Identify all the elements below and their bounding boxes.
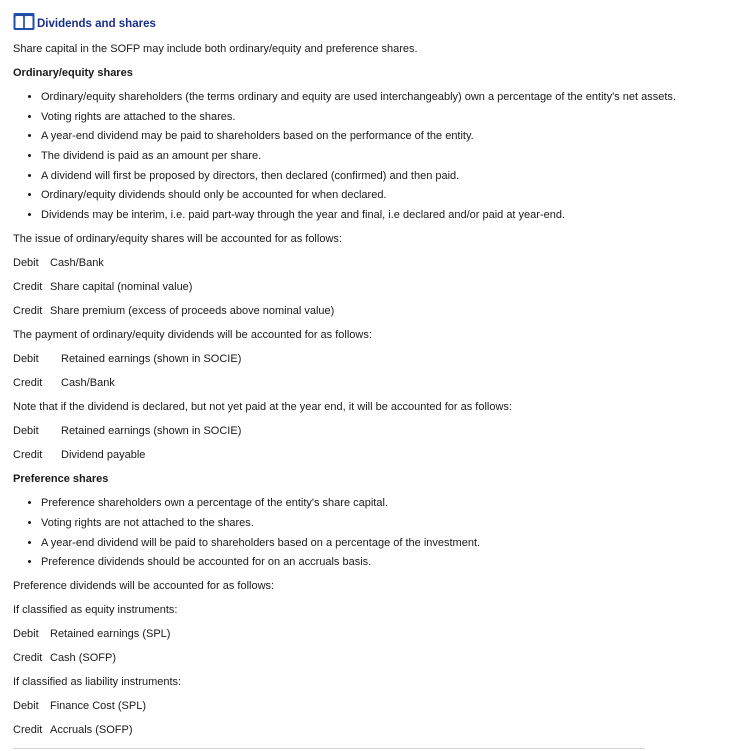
preference-accounting-intro: Preference dividends will be accounted for as follows:: [13, 580, 275, 593]
entry-type: Debit: [13, 700, 39, 713]
entry-account: Cash/Bank: [61, 377, 115, 390]
entry-type: Debit: [13, 353, 39, 366]
entry-account: Share capital (nominal value): [50, 281, 193, 294]
entry-account: Cash (SOFP): [50, 652, 117, 665]
list-item: • A year-end dividend will be paid to shareholders based on a percentage of the investment.: [41, 536, 743, 550]
journal-entry: [13, 723, 743, 737]
declared-intro: Note that if the dividend is declared, but not yet paid at the year end, it will be accounted for as follows:: [13, 401, 512, 414]
page-title: Dividends and shares: [37, 18, 156, 30]
journal-entry: [13, 280, 743, 294]
journal-entry: [13, 448, 743, 462]
ordinary-heading: Ordinary/equity shares: [13, 67, 133, 79]
entry-account: Retained earnings (SPL): [50, 628, 171, 641]
open-book-icon: [13, 12, 35, 32]
entry-type: Credit: [13, 377, 43, 390]
entry-type: Debit: [13, 425, 39, 438]
preference-bullet-list: [13, 496, 743, 569]
article: [13, 8, 743, 747]
list-item: • Ordinary/equity shareholders (the terms ordinary and equity are used interchangeably) own a percentage of the entity's net assets.: [41, 90, 743, 104]
liability-intro: If classified as liability instruments:: [13, 676, 182, 689]
journal-entry: [13, 304, 743, 318]
list-item: • Preference dividends should be accounted for on an accruals basis.: [41, 555, 743, 569]
ordinary-bullet-list: [13, 90, 743, 222]
payment-intro: The payment of ordinary/equity dividends will be accounted for as follows:: [13, 329, 372, 342]
list-item: • A dividend will first be proposed by directors, then declared (confirmed) and then paid.: [41, 169, 743, 183]
entry-account: Retained earnings (shown in SOCIE): [61, 425, 242, 438]
journal-entry: [13, 352, 743, 366]
bottom-divider: [13, 748, 645, 749]
journal-entry: [13, 424, 743, 438]
entry-account: Dividend payable: [61, 449, 146, 462]
entry-type: Credit: [13, 281, 43, 294]
preference-heading: Preference shares: [13, 473, 109, 486]
section-heading: [13, 8, 743, 32]
journal-entry: [13, 699, 743, 713]
list-item: • Ordinary/equity dividends should only be accounted for when declared.: [41, 188, 743, 202]
journal-entry: [13, 627, 743, 641]
entry-type: Credit: [13, 652, 43, 665]
entry-account: Accruals (SOFP): [50, 724, 133, 737]
list-item: • The dividend is paid as an amount per share.: [41, 149, 743, 163]
list-item: • A year-end dividend may be paid to shareholders based on the performance of the entity.: [41, 129, 743, 143]
equity-intro: If classified as equity instruments:: [13, 604, 178, 617]
entry-account: Share premium (excess of proceeds above nominal value): [50, 305, 335, 318]
journal-entry: [13, 256, 743, 270]
journal-entry: [13, 651, 743, 665]
entry-account: Retained earnings (shown in SOCIE): [61, 353, 242, 366]
entry-account: Finance Cost (SPL): [50, 700, 146, 713]
issue-intro: The issue of ordinary/equity shares will be accounted for as follows:: [13, 233, 342, 246]
list-item: • Preference shareholders own a percentage of the entity's share capital.: [41, 496, 743, 510]
journal-entry: [13, 376, 743, 390]
entry-type: Debit: [13, 628, 39, 641]
entry-account: Cash/Bank: [50, 257, 104, 270]
entry-type: Credit: [13, 305, 43, 318]
entry-type: Credit: [13, 724, 43, 737]
entry-type: Credit: [13, 449, 43, 462]
intro-text: Share capital in the SOFP may include both ordinary/equity and preference shares.: [13, 43, 418, 55]
list-item: • Dividends may be interim, i.e. paid part-way through the year and final, i.e declared and/or paid at year-end.: [41, 208, 743, 222]
list-item: • Voting rights are attached to the shares.: [41, 110, 743, 124]
list-item: • Voting rights are not attached to the shares.: [41, 516, 743, 530]
entry-type: Debit: [13, 257, 39, 270]
